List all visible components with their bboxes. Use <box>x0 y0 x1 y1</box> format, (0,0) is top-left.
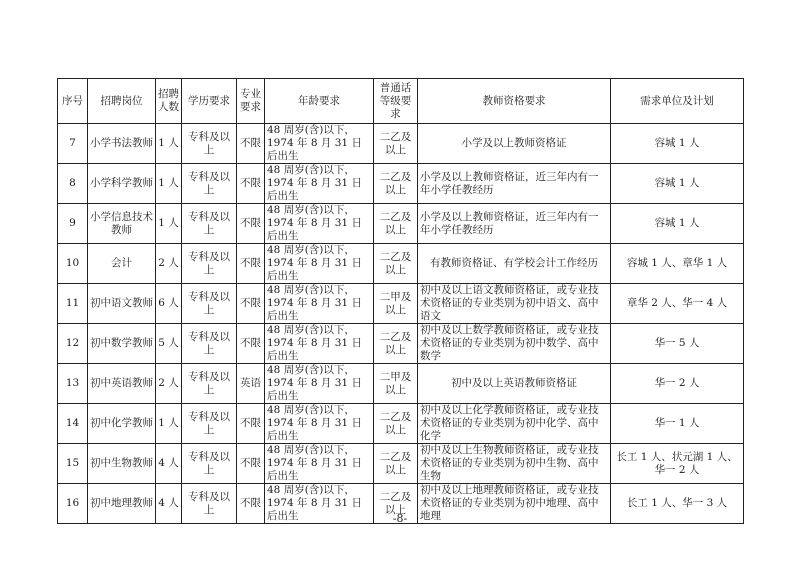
header-qualification: 教师资格要求 <box>418 79 611 124</box>
cell-mandarin: 二乙及以上 <box>374 244 418 284</box>
cell-education: 专科及以上 <box>182 484 237 524</box>
cell-age: 48 周岁(含)以下，1974 年 8 月 31 日后出生 <box>265 324 374 364</box>
cell-major: 不限 <box>237 324 265 364</box>
cell-qualification: 初中及以上英语教师资格证 <box>418 364 611 404</box>
cell-count: 1 人 <box>156 124 182 164</box>
cell-age: 48 周岁(含)以下，1974 年 8 月 31 日后出生 <box>265 124 374 164</box>
cell-seq: 16 <box>58 484 88 524</box>
cell-qualification: 初中及以上数学教师资格证，或专业技术资格证的专业类别为初中数学、高中数学 <box>418 324 611 364</box>
cell-education: 专科及以上 <box>182 444 237 484</box>
cell-position: 初中生物教师 <box>88 444 156 484</box>
cell-qualification: 初中及以上化学教师资格证，或专业技术资格证的专业类别为初中化学、高中化学 <box>418 404 611 444</box>
cell-major: 不限 <box>237 404 265 444</box>
cell-count: 2 人 <box>156 244 182 284</box>
header-count: 招聘人数 <box>156 79 182 124</box>
cell-unit-plan: 长工 1 人、华一 3 人 <box>611 484 744 524</box>
cell-age: 48 周岁(含)以下，1974 年 8 月 31 日后出生 <box>265 404 374 444</box>
cell-unit-plan: 容城 1 人 <box>611 164 744 204</box>
header-age: 年龄要求 <box>265 79 374 124</box>
cell-education: 专科及以上 <box>182 404 237 444</box>
cell-seq: 10 <box>58 244 88 284</box>
page-number: -8- <box>392 512 408 525</box>
cell-unit-plan: 华一 2 人 <box>611 364 744 404</box>
cell-education: 专科及以上 <box>182 244 237 284</box>
cell-education: 专科及以上 <box>182 164 237 204</box>
table-row <box>58 164 744 204</box>
header-unit-plan: 需求单位及计划 <box>611 79 744 124</box>
cell-age: 48 周岁(含)以下，1974 年 8 月 31 日后出生 <box>265 484 374 524</box>
cell-major: 不限 <box>237 244 265 284</box>
table-row <box>58 244 744 284</box>
cell-unit-plan: 容城 1 人 <box>611 204 744 244</box>
cell-seq: 7 <box>58 124 88 164</box>
cell-position: 初中英语教师 <box>88 364 156 404</box>
cell-mandarin: 二乙及以上 <box>374 324 418 364</box>
table-row <box>58 364 744 404</box>
cell-count: 1 人 <box>156 404 182 444</box>
cell-seq: 12 <box>58 324 88 364</box>
recruitment-table <box>57 78 744 524</box>
cell-mandarin: 二甲及以上 <box>374 364 418 404</box>
cell-count: 1 人 <box>156 204 182 244</box>
cell-seq: 8 <box>58 164 88 204</box>
table-header-row <box>58 79 744 124</box>
cell-age: 48 周岁(含)以下，1974 年 8 月 31 日后出生 <box>265 164 374 204</box>
cell-age: 48 周岁(含)以下，1974 年 8 月 31 日后出生 <box>265 284 374 324</box>
cell-count: 5 人 <box>156 324 182 364</box>
cell-seq: 11 <box>58 284 88 324</box>
cell-unit-plan: 容城 1 人、章华 1 人 <box>611 244 744 284</box>
cell-mandarin: 二乙及以上 <box>374 164 418 204</box>
cell-seq: 15 <box>58 444 88 484</box>
cell-position: 初中地理教师 <box>88 484 156 524</box>
cell-major: 不限 <box>237 124 265 164</box>
cell-count: 2 人 <box>156 364 182 404</box>
cell-mandarin: 二乙及以上 <box>374 404 418 444</box>
cell-position: 初中数学教师 <box>88 324 156 364</box>
cell-seq: 13 <box>58 364 88 404</box>
cell-position: 小学信息技术教师 <box>88 204 156 244</box>
cell-position: 初中语文教师 <box>88 284 156 324</box>
cell-major: 不限 <box>237 164 265 204</box>
cell-qualification: 小学及以上教师资格证，近三年内有一年小学任教经历 <box>418 164 611 204</box>
cell-qualification: 小学及以上教师资格证，近三年内有一年小学任教经历 <box>418 204 611 244</box>
cell-major: 不限 <box>237 204 265 244</box>
cell-unit-plan: 华一 1 人 <box>611 404 744 444</box>
cell-unit-plan: 章华 2 人、华一 4 人 <box>611 284 744 324</box>
table-row <box>58 124 744 164</box>
cell-unit-plan: 华一 5 人 <box>611 324 744 364</box>
table-row <box>58 204 744 244</box>
cell-qualification: 小学及以上教师资格证 <box>418 124 611 164</box>
cell-major: 不限 <box>237 484 265 524</box>
header-major: 专业要求 <box>237 79 265 124</box>
cell-education: 专科及以上 <box>182 124 237 164</box>
cell-qualification: 初中及以上语文教师资格证，或专业技术资格证的专业类别为初中语文、高中语文 <box>418 284 611 324</box>
cell-unit-plan: 长工 1 人、状元湖 1 人、华一 2 人 <box>611 444 744 484</box>
table-row <box>58 284 744 324</box>
cell-position: 小学科学教师 <box>88 164 156 204</box>
cell-unit-plan: 容城 1 人 <box>611 124 744 164</box>
cell-count: 6 人 <box>156 284 182 324</box>
cell-count: 4 人 <box>156 444 182 484</box>
cell-position: 初中化学教师 <box>88 404 156 444</box>
cell-education: 专科及以上 <box>182 284 237 324</box>
cell-position: 会计 <box>88 244 156 284</box>
cell-mandarin: 二乙及以上 <box>374 444 418 484</box>
cell-age: 48 周岁(含)以下，1974 年 8 月 31 日后出生 <box>265 244 374 284</box>
cell-major: 英语 <box>237 364 265 404</box>
cell-mandarin: 二乙及以上 <box>374 204 418 244</box>
header-education: 学历要求 <box>182 79 237 124</box>
cell-qualification: 有教师资格证、有学校会计工作经历 <box>418 244 611 284</box>
header-mandarin: 普通话等级要求 <box>374 79 418 124</box>
table-row <box>58 324 744 364</box>
cell-age: 48 周岁(含)以下，1974 年 8 月 31 日后出生 <box>265 364 374 404</box>
header-position: 招聘岗位 <box>88 79 156 124</box>
cell-major: 不限 <box>237 444 265 484</box>
cell-education: 专科及以上 <box>182 204 237 244</box>
cell-major: 不限 <box>237 284 265 324</box>
cell-education: 专科及以上 <box>182 324 237 364</box>
cell-count: 1 人 <box>156 164 182 204</box>
cell-age: 48 周岁(含)以下，1974 年 8 月 31 日后出生 <box>265 204 374 244</box>
cell-age: 48 周岁(含)以下，1974 年 8 月 31 日后出生 <box>265 444 374 484</box>
cell-mandarin: 二乙及以上 <box>374 484 418 524</box>
cell-qualification: 初中及以上生物教师资格证，或专业技术资格证的专业类别为初中生物、高中生物 <box>418 444 611 484</box>
cell-qualification: 初中及以上地理教师资格证，或专业技术资格证的专业类别为初中地理、高中地理 <box>418 484 611 524</box>
cell-seq: 9 <box>58 204 88 244</box>
cell-education: 专科及以上 <box>182 364 237 404</box>
cell-count: 4 人 <box>156 484 182 524</box>
cell-mandarin: 二乙及以上 <box>374 124 418 164</box>
cell-mandarin: 二甲及以上 <box>374 284 418 324</box>
cell-position: 小学书法教师 <box>88 124 156 164</box>
cell-seq: 14 <box>58 404 88 444</box>
header-seq: 序号 <box>58 79 88 124</box>
table-row <box>58 404 744 444</box>
table-row <box>58 444 744 484</box>
